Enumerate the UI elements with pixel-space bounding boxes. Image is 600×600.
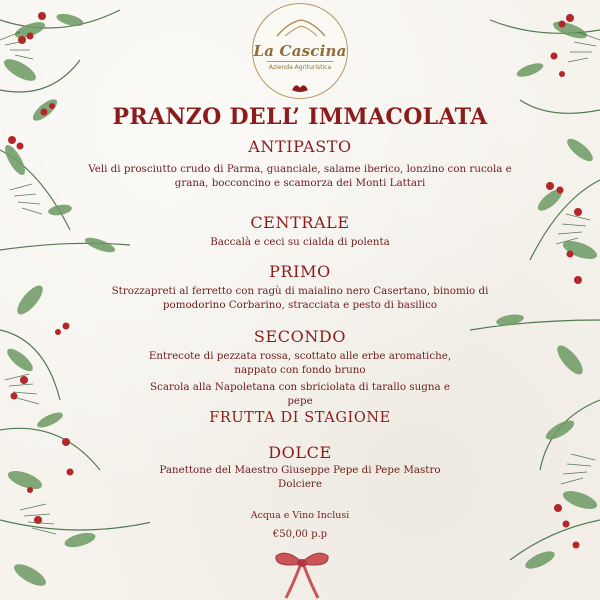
section-antipasto-heading: ANTIPASTO <box>248 137 352 156</box>
section-line: Entrecote di pezzata rossa, scottato alle erbe aromatiche, <box>148 350 452 362</box>
section-line: Panettone del Maestro Giuseppe Pepe di Pepe Mastro <box>159 464 441 476</box>
section-line: Veli di prosciutto crudo di Parma, guanciale, salame iberico, lonzino con rucola e <box>88 163 512 175</box>
section-antipasto-text <box>80 162 520 190</box>
menu-title: PRANZO DELL’ IMMACOLATA <box>112 104 488 130</box>
section-line: Baccalà e ceci su cialda di polenta <box>210 236 390 248</box>
logo-divider <box>267 61 333 62</box>
section-secondo-heading: SECONDO <box>253 327 347 346</box>
section-line: pomodorino Corbarino, stracciata e pesto di basilico <box>162 299 438 311</box>
section-frutta-heading: FRUTTA DI STAGIONE <box>209 410 391 426</box>
section-line: pepe <box>287 395 313 407</box>
section-primo-heading: PRIMO <box>269 262 331 281</box>
section-line: Dolciere <box>278 478 322 490</box>
section-centrale-heading: CENTRALE <box>250 213 350 232</box>
drinks-note: Acqua e Vino Inclusi <box>250 510 350 521</box>
section-line: nappato con fondo bruno <box>234 364 366 376</box>
house-roof-icon <box>275 16 327 38</box>
menu-price: €50,00 p.p <box>272 529 328 540</box>
section-line: grana, bocconcino e scamorza dei Monti Lattari <box>174 177 426 189</box>
logo-name: La Cascina <box>253 42 347 60</box>
section-dolce-text <box>80 463 520 491</box>
logo-subtitle: Azienda Agrituristica <box>268 64 332 71</box>
section-centrale-text <box>80 235 520 249</box>
ribbon-bow-icon <box>272 548 332 600</box>
section-line: Strozzapreti al ferretto con ragù di maialino nero Casertano, binomio di <box>111 285 489 297</box>
section-dolce-heading: DOLCE <box>268 443 332 462</box>
holly-leaf-icon <box>290 80 310 94</box>
section-primo-text <box>80 284 520 312</box>
section-line: Scarola alla Napoletana con sbriciolata di tarallo sugna e <box>150 381 450 393</box>
section-secondo-text <box>80 349 520 408</box>
